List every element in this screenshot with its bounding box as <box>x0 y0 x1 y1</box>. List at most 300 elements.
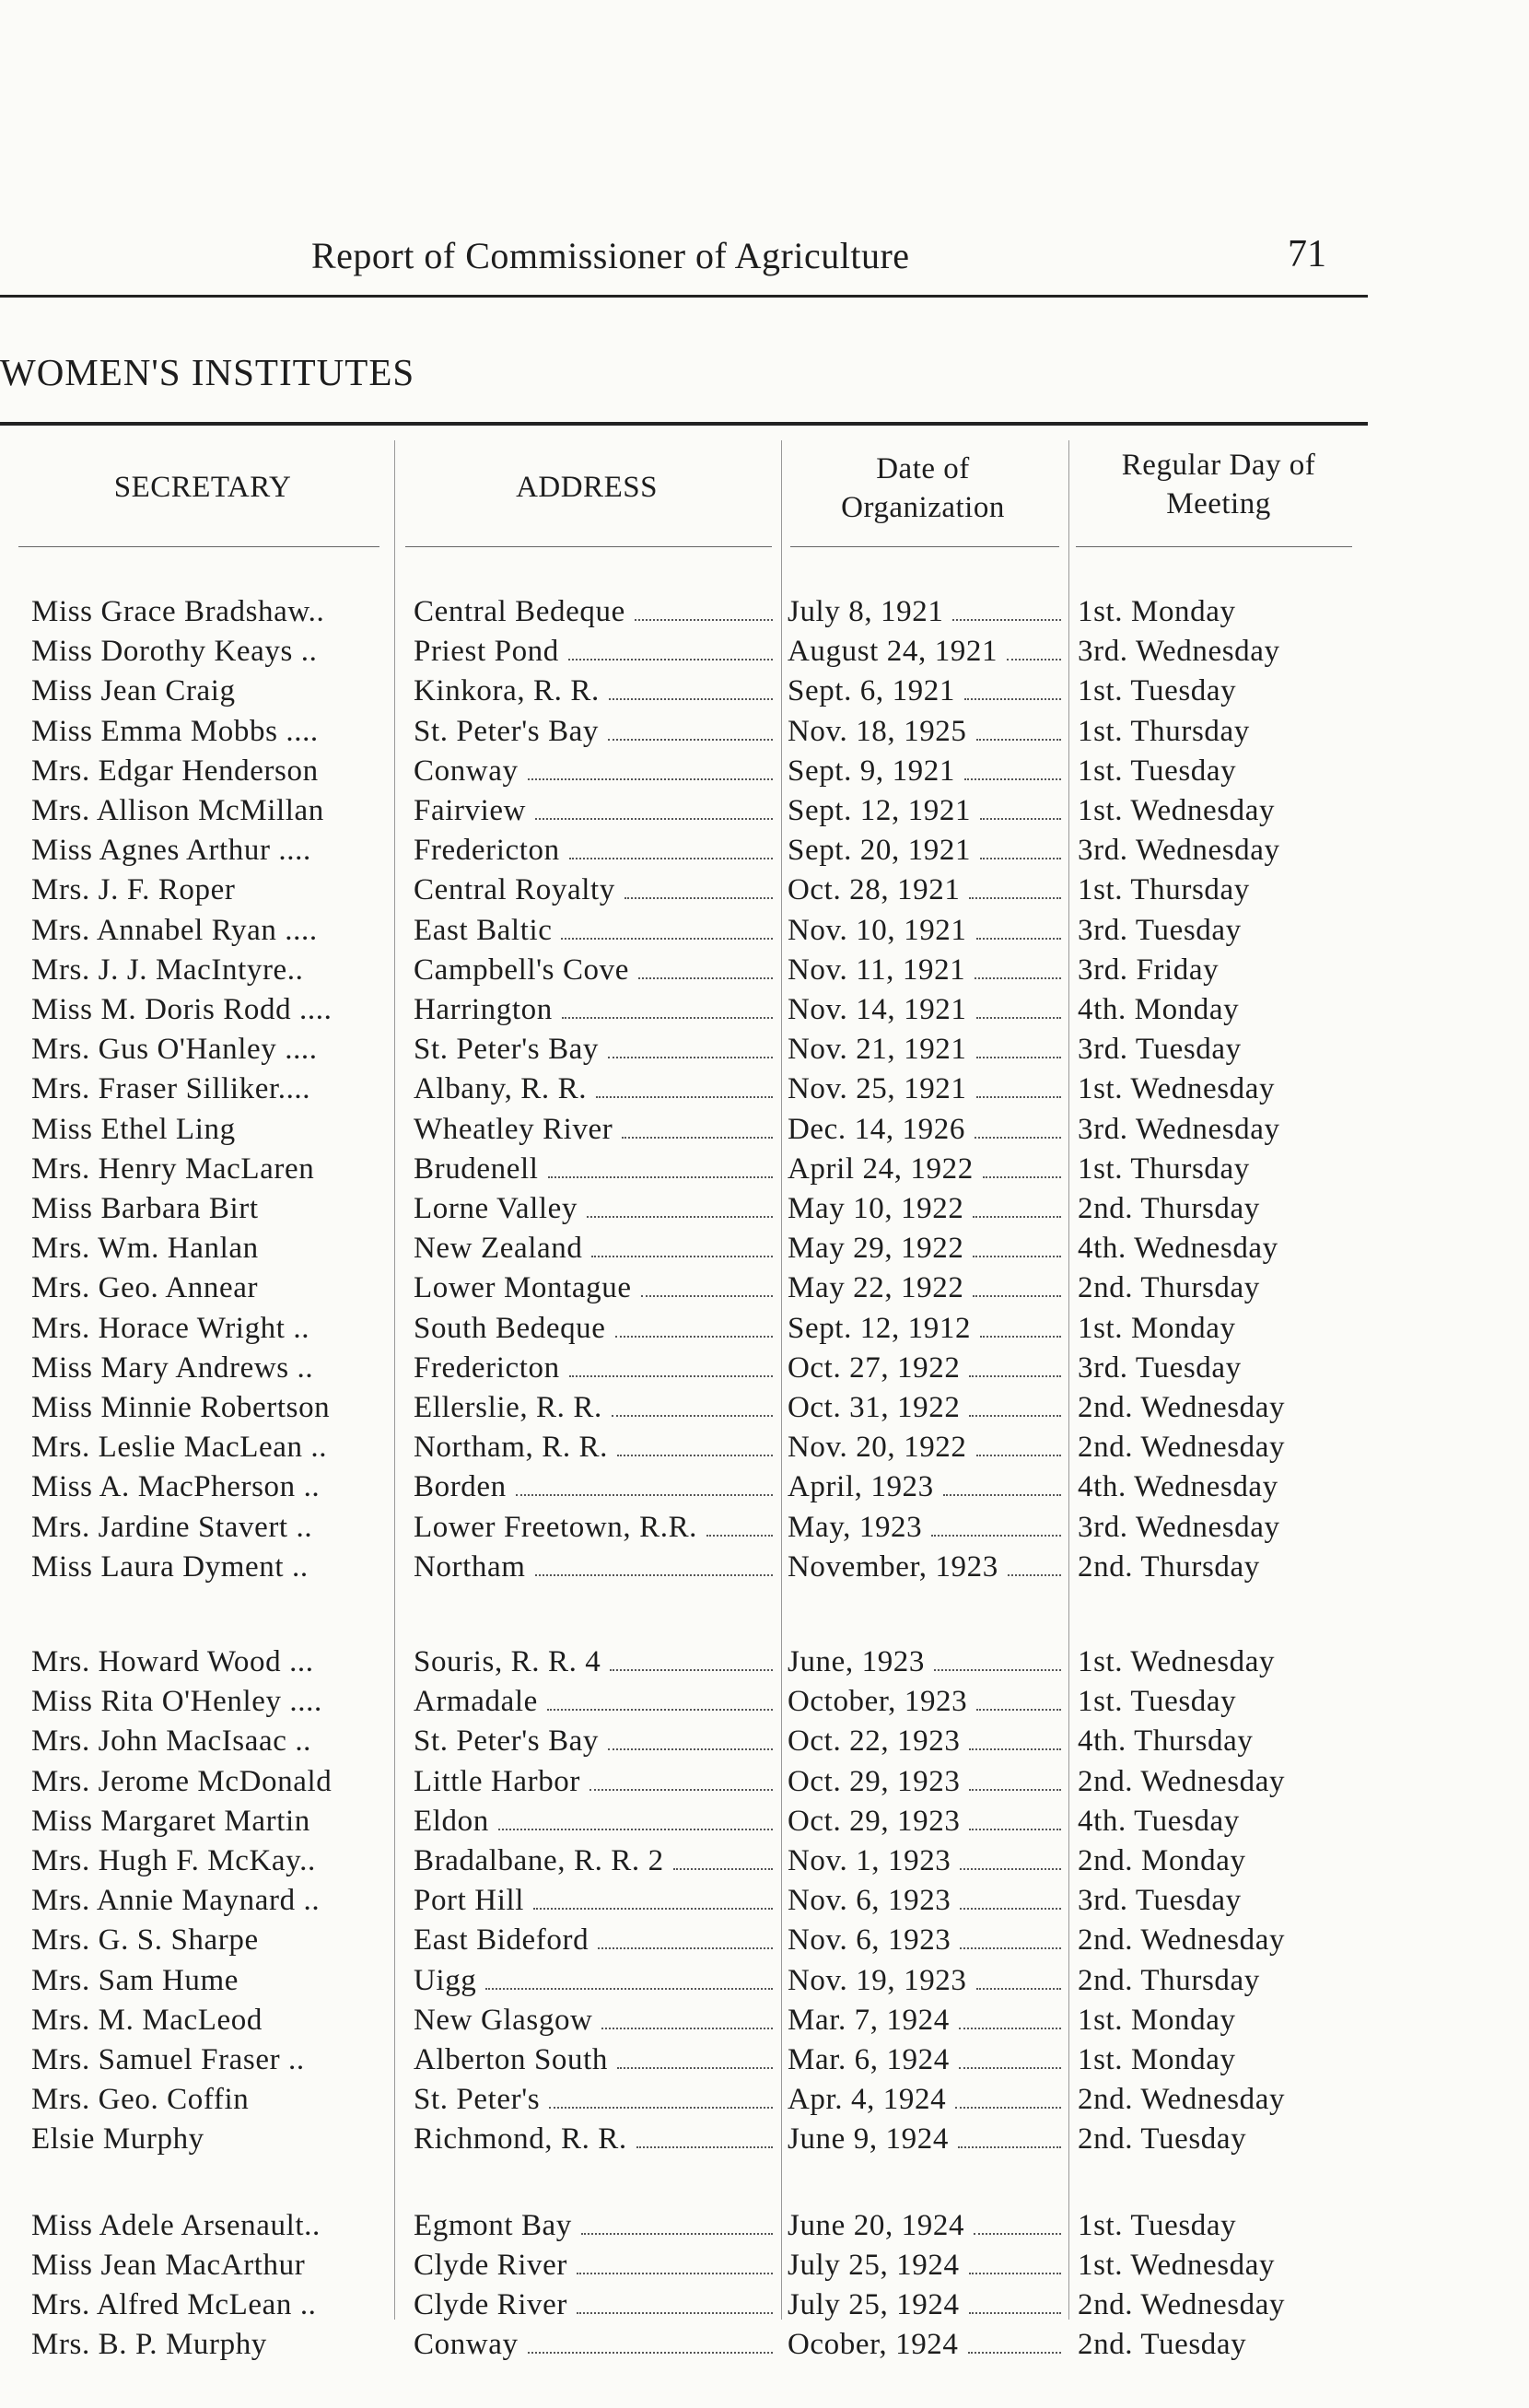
cell-meeting-text: 1st. Thursday <box>1078 1152 1250 1186</box>
header-meeting-line1: Regular Day of <box>1121 449 1316 482</box>
dot-leader <box>562 1016 773 1019</box>
table-row <box>0 1189 1368 1229</box>
cell-meeting <box>1078 2285 1368 2325</box>
dot-leader <box>549 2106 773 2109</box>
cell-secretary <box>31 1388 392 1428</box>
dot-leader <box>636 2145 773 2148</box>
cell-address-text: St. Peter's Bay <box>414 715 600 748</box>
cell-date <box>788 1030 1068 1070</box>
cell-meeting-text: 2nd. Wednesday <box>1078 1765 1286 1798</box>
table-row <box>0 1070 1368 1109</box>
dot-leader <box>931 1534 1061 1537</box>
dot-leader <box>1008 1573 1061 1576</box>
cell-date <box>788 2206 1068 2246</box>
cell-address <box>414 951 780 990</box>
cell-meeting-text: 2nd. Thursday <box>1078 1550 1260 1584</box>
table-row <box>0 1921 1368 1960</box>
cell-meeting <box>1078 791 1368 831</box>
cell-date-text: July 25, 1924 <box>788 2249 960 2282</box>
cell-secretary-text: Miss M. Doris Rodd .... <box>31 993 333 1026</box>
cell-date-text: Nov. 18, 1925 <box>788 715 967 748</box>
dot-leader <box>596 1095 773 1098</box>
cell-address-text: Conway <box>414 754 519 788</box>
cell-meeting-text: 3rd. Wednesday <box>1078 1511 1280 1544</box>
cell-secretary-text: Mrs. B. P. Murphy <box>31 2328 267 2361</box>
cell-date <box>788 990 1068 1030</box>
dot-leader <box>960 1867 1061 1870</box>
dot-leader <box>973 1255 1061 1257</box>
table-row <box>0 2325 1368 2365</box>
cell-address <box>414 1961 780 2001</box>
cell-meeting-text: 1st. Monday <box>1078 595 1236 628</box>
cell-address-text: Fairview <box>414 794 527 827</box>
cell-meeting-text: 3rd. Tuesday <box>1078 1351 1242 1385</box>
cell-secretary-text: Mrs. Gus O'Hanley .... <box>31 1033 318 1066</box>
table-row <box>0 1722 1368 1761</box>
cell-secretary <box>31 831 392 871</box>
cell-secretary-text: Miss Jean Craig <box>31 674 236 707</box>
dot-leader <box>612 1414 773 1417</box>
cell-secretary-text: Miss Dorothy Keays .. <box>31 635 318 668</box>
table-row <box>0 1229 1368 1268</box>
table-row <box>0 1428 1368 1467</box>
cell-meeting <box>1078 1722 1368 1761</box>
cell-address <box>414 1548 780 1587</box>
cell-secretary <box>31 1722 392 1761</box>
cell-address-text: Campbell's Cove <box>414 953 630 987</box>
cell-meeting-text: 1st. Wednesday <box>1078 2249 1276 2282</box>
cell-meeting <box>1078 2080 1368 2120</box>
cell-date-text: Nov. 6, 1923 <box>788 1923 951 1957</box>
cell-meeting-text: 2nd. Wednesday <box>1078 1923 1286 1957</box>
cell-meeting <box>1078 1762 1368 1802</box>
cell-secretary-text: Mrs. J. F. Roper <box>31 873 236 906</box>
dot-leader <box>976 937 1061 940</box>
cell-meeting-text: 1st. Monday <box>1078 1312 1236 1345</box>
cell-date-text: April, 1923 <box>788 1470 934 1503</box>
dot-leader <box>547 1708 773 1711</box>
cell-meeting <box>1078 1921 1368 1960</box>
cell-meeting-text: 3rd. Wednesday <box>1078 834 1280 867</box>
cell-secretary-text: Mrs. Horace Wright .. <box>31 1312 310 1345</box>
cell-date-text: Sept. 12, 1912 <box>788 1312 972 1345</box>
dot-leader <box>528 777 773 780</box>
cell-date-text: Apr. 4, 1924 <box>788 2083 947 2116</box>
table-row <box>0 2206 1368 2246</box>
cell-meeting <box>1078 2325 1368 2365</box>
dot-leader <box>943 1493 1061 1496</box>
dot-leader <box>535 817 773 820</box>
header-meeting-line2: Meeting <box>1166 487 1271 520</box>
cell-date <box>788 951 1068 990</box>
cell-address-text: Brudenell <box>414 1152 539 1186</box>
cell-date-text: Oct. 27, 1922 <box>788 1351 961 1385</box>
running-head <box>0 228 1368 298</box>
table-row <box>0 1467 1368 1507</box>
cell-meeting <box>1078 2040 1368 2080</box>
cell-secretary-text: Mrs. Jardine Stavert .. <box>31 1511 313 1544</box>
cell-date <box>788 1070 1068 1109</box>
cell-secretary-text: Mrs. Alfred McLean .. <box>31 2288 317 2321</box>
cell-secretary-text: Mrs. J. J. MacIntyre.. <box>31 953 304 987</box>
cell-date <box>788 1467 1068 1507</box>
cell-address-text: New Glasgow <box>414 2004 593 2037</box>
cell-address-text: Ellerslie, R. R. <box>414 1391 602 1424</box>
dot-leader <box>969 1374 1061 1377</box>
cell-address <box>414 990 780 1030</box>
cell-meeting-text: 1st. Thursday <box>1078 715 1250 748</box>
cell-address-text: Conway <box>414 2328 519 2361</box>
cell-meeting-text: 4th. Wednesday <box>1078 1470 1278 1503</box>
cell-meeting <box>1078 1467 1368 1507</box>
cell-secretary <box>31 1642 392 1682</box>
table-row <box>0 831 1368 871</box>
table-row <box>0 871 1368 910</box>
cell-date-text: Nov. 10, 1921 <box>788 914 967 947</box>
table-row <box>0 1961 1368 2001</box>
cell-meeting <box>1078 1841 1368 1881</box>
cell-meeting-text: 1st. Monday <box>1078 2043 1236 2076</box>
cell-address <box>414 1268 780 1308</box>
cell-meeting-text: 3rd. Wednesday <box>1078 1113 1280 1146</box>
cell-meeting-text: 3rd. Tuesday <box>1078 1884 1242 1917</box>
cell-secretary <box>31 951 392 990</box>
dot-leader <box>934 1668 1061 1671</box>
dot-leader <box>969 1788 1061 1791</box>
cell-secretary <box>31 1030 392 1070</box>
cell-meeting-text: 4th. Thursday <box>1078 1724 1254 1758</box>
cell-meeting <box>1078 1070 1368 1109</box>
dot-leader <box>975 976 1061 979</box>
cell-meeting <box>1078 1548 1368 1587</box>
dot-leader <box>548 1175 773 1178</box>
cell-date-text: Nov. 14, 1921 <box>788 993 967 1026</box>
cell-address <box>414 632 780 672</box>
dot-leader <box>577 2272 773 2274</box>
cell-secretary <box>31 1548 392 1587</box>
dot-leader <box>533 1907 773 1910</box>
cell-secretary-text: Mrs. Geo. Coffin <box>31 2083 250 2116</box>
cell-meeting-text: 2nd. Thursday <box>1078 1964 1260 1997</box>
cell-address <box>414 1229 780 1268</box>
cell-meeting <box>1078 1881 1368 1921</box>
cell-address-text: Bradalbane, R. R. 2 <box>414 1844 664 1877</box>
cell-date <box>788 1388 1068 1428</box>
header-secretary: SECRETARY <box>113 471 292 504</box>
cell-meeting-text: 1st. Tuesday <box>1078 674 1237 707</box>
cell-secretary <box>31 672 392 711</box>
cell-meeting-text: 1st. Wednesday <box>1078 1645 1276 1678</box>
table-row <box>0 2040 1368 2080</box>
dot-leader <box>624 896 773 899</box>
cell-address <box>414 2080 780 2120</box>
cell-address-text: St. Peter's Bay <box>414 1724 600 1758</box>
cell-date <box>788 871 1068 910</box>
dot-leader <box>498 1828 773 1830</box>
cell-date <box>788 831 1068 871</box>
cell-secretary <box>31 1428 392 1467</box>
dot-leader <box>976 1708 1061 1711</box>
cell-address-text: Lorne Valley <box>414 1192 578 1225</box>
cell-secretary-text: Mrs. Sam Hume <box>31 1964 239 1997</box>
cell-secretary-text: Miss Emma Mobbs .... <box>31 715 319 748</box>
header-date <box>785 450 1061 527</box>
cell-date <box>788 1762 1068 1802</box>
cell-meeting <box>1078 752 1368 791</box>
cell-address <box>414 1189 780 1229</box>
cell-date-text: November, 1923 <box>788 1550 998 1584</box>
cell-secretary-text: Mrs. Geo. Annear <box>31 1271 259 1304</box>
cell-date <box>788 712 1068 752</box>
table-row <box>0 752 1368 791</box>
table-row <box>0 990 1368 1030</box>
cell-address <box>414 911 780 951</box>
table-row <box>0 1682 1368 1722</box>
cell-address <box>414 2120 780 2159</box>
cell-date <box>788 1921 1068 1960</box>
cell-date <box>788 1189 1068 1229</box>
cell-address-text: Alberton South <box>414 2043 608 2076</box>
cell-address-text: Fredericton <box>414 1351 560 1385</box>
cell-address-text: Central Royalty <box>414 873 615 906</box>
cell-date <box>788 1309 1068 1349</box>
cell-address-text: Richmond, R. R. <box>414 2122 627 2156</box>
dot-leader <box>638 976 773 979</box>
dot-leader <box>973 1294 1061 1297</box>
cell-meeting <box>1078 1388 1368 1428</box>
dot-leader <box>615 1335 773 1338</box>
cell-date <box>788 1268 1068 1308</box>
table-row <box>0 1802 1368 1841</box>
dot-leader <box>568 658 773 660</box>
cell-address <box>414 1110 780 1150</box>
page-number: 71 <box>1288 233 1326 275</box>
table-row <box>0 1508 1368 1548</box>
cell-secretary <box>31 2285 392 2325</box>
cell-date <box>788 1682 1068 1722</box>
cell-address-text: Central Bedeque <box>414 595 625 628</box>
table-row <box>0 951 1368 990</box>
cell-date <box>788 911 1068 951</box>
dot-leader <box>622 1136 773 1139</box>
cell-secretary-text: Miss Agnes Arthur .... <box>31 834 311 867</box>
section-title: WOMEN'S INSTITUTES <box>0 351 415 393</box>
cell-secretary <box>31 1349 392 1388</box>
cell-meeting-text: 2nd. Wednesday <box>1078 2288 1286 2321</box>
dot-leader <box>976 1016 1061 1019</box>
cell-address <box>414 1722 780 1761</box>
table-row <box>0 1268 1368 1308</box>
dot-leader <box>516 1493 773 1496</box>
cell-meeting <box>1078 1030 1368 1070</box>
cell-meeting <box>1078 871 1368 910</box>
table-row <box>0 1841 1368 1881</box>
cell-secretary <box>31 2001 392 2040</box>
dot-leader <box>598 1946 773 1949</box>
cell-date <box>788 1802 1068 1841</box>
header-rule <box>18 546 379 547</box>
header-rule <box>790 546 1059 547</box>
cell-secretary <box>31 1881 392 1921</box>
cell-meeting <box>1078 1229 1368 1268</box>
cell-date <box>788 2285 1068 2325</box>
cell-address <box>414 1802 780 1841</box>
cell-secretary <box>31 2040 392 2080</box>
cell-meeting-text: 4th. Tuesday <box>1078 1805 1240 1838</box>
cell-date-text: Sept. 12, 1921 <box>788 794 972 827</box>
cell-meeting-text: 1st. Tuesday <box>1078 754 1237 788</box>
cell-address <box>414 1030 780 1070</box>
cell-address <box>414 1921 780 1960</box>
cell-date <box>788 2246 1068 2285</box>
dot-leader <box>973 1215 1061 1218</box>
cell-secretary-text: Mrs. Edgar Henderson <box>31 754 319 788</box>
cell-date-text: June 9, 1924 <box>788 2122 949 2156</box>
cell-secretary <box>31 2080 392 2120</box>
cell-date <box>788 752 1068 791</box>
cell-address-text: East Baltic <box>414 914 553 947</box>
dot-leader <box>969 896 1061 899</box>
cell-meeting <box>1078 2001 1368 2040</box>
cell-date <box>788 672 1068 711</box>
cell-secretary-text: Mrs. Wm. Hanlan <box>31 1232 259 1265</box>
cell-date-text: Nov. 19, 1923 <box>788 1964 967 1997</box>
cell-meeting <box>1078 1150 1368 1189</box>
cell-meeting <box>1078 1802 1368 1841</box>
cell-date <box>788 1841 1068 1881</box>
cell-date-text: Sept. 9, 1921 <box>788 754 955 788</box>
cell-secretary <box>31 752 392 791</box>
cell-date <box>788 2001 1068 2040</box>
cell-secretary <box>31 632 392 672</box>
cell-address-text: Lower Freetown, R.R. <box>414 1511 698 1544</box>
dot-leader <box>980 857 1061 859</box>
table-top-rule <box>0 422 1368 426</box>
cell-secretary-text: Mrs. Henry MacLaren <box>31 1152 315 1186</box>
table-row <box>0 672 1368 711</box>
table-row <box>0 712 1368 752</box>
header-address: ADDRESS <box>516 471 658 504</box>
cell-address <box>414 2206 780 2246</box>
cell-address-text: Northam <box>414 1550 526 1584</box>
cell-address-text: Little Harbor <box>414 1765 580 1798</box>
cell-secretary <box>31 2120 392 2159</box>
cell-meeting <box>1078 1349 1368 1388</box>
table-row <box>0 1762 1368 1802</box>
cell-address-text: St. Peter's Bay <box>414 1033 600 1066</box>
cell-secretary-text: Mrs. G. S. Sharpe <box>31 1923 259 1957</box>
cell-secretary-text: Miss Laura Dyment .. <box>31 1550 309 1584</box>
cell-address-text: Priest Pond <box>414 635 559 668</box>
table-row <box>0 1881 1368 1921</box>
cell-secretary <box>31 2325 392 2365</box>
cell-address <box>414 592 780 632</box>
cell-address <box>414 1388 780 1428</box>
cell-address-text: Clyde River <box>414 2288 567 2321</box>
cell-meeting-text: 1st. Tuesday <box>1078 1685 1237 1718</box>
cell-secretary <box>31 2206 392 2246</box>
cell-address-text: St. Peter's <box>414 2083 541 2116</box>
cell-secretary <box>31 1921 392 1960</box>
cell-meeting <box>1078 2120 1368 2159</box>
cell-meeting-text: 2nd. Wednesday <box>1078 1391 1286 1424</box>
cell-secretary <box>31 1110 392 1150</box>
dot-leader <box>635 618 773 621</box>
dot-leader <box>1007 658 1061 660</box>
cell-secretary <box>31 911 392 951</box>
cell-meeting <box>1078 1508 1368 1548</box>
cell-secretary-text: Mrs. M. MacLeod <box>31 2004 263 2037</box>
cell-date-text: Oct. 29, 1923 <box>788 1805 961 1838</box>
dot-leader <box>976 1454 1061 1456</box>
cell-date-text: Sept. 20, 1921 <box>788 834 972 867</box>
header-date-line2: Organization <box>841 491 1005 524</box>
cell-date <box>788 1508 1068 1548</box>
cell-date-text: April 24, 1922 <box>788 1152 974 1186</box>
dot-leader <box>617 1454 773 1456</box>
cell-meeting-text: 2nd. Wednesday <box>1078 1431 1286 1464</box>
cell-address <box>414 1467 780 1507</box>
cell-meeting-text: 2nd. Thursday <box>1078 1192 1260 1225</box>
cell-meeting-text: 3rd. Tuesday <box>1078 914 1242 947</box>
dot-leader <box>569 1374 773 1377</box>
cell-date-text: Oct. 28, 1921 <box>788 873 961 906</box>
cell-address <box>414 752 780 791</box>
cell-secretary <box>31 1189 392 1229</box>
cell-date <box>788 2325 1068 2365</box>
cell-address <box>414 871 780 910</box>
cell-secretary <box>31 1802 392 1841</box>
cell-meeting-text: 4th. Monday <box>1078 993 1240 1026</box>
cell-date <box>788 1110 1068 1150</box>
dot-leader <box>969 1828 1061 1830</box>
table-row <box>0 1548 1368 1587</box>
cell-meeting <box>1078 2206 1368 2246</box>
table-row <box>0 2246 1368 2285</box>
header-date-line1: Date of <box>876 452 970 485</box>
cell-address-text: East Bideford <box>414 1923 589 1957</box>
cell-date-text: May 10, 1922 <box>788 1192 964 1225</box>
dot-leader <box>528 2351 773 2354</box>
cell-meeting <box>1078 831 1368 871</box>
cell-address-text: Wheatley River <box>414 1113 613 1146</box>
cell-secretary-text: Miss Adele Arsenault.. <box>31 2209 321 2242</box>
cell-secretary <box>31 1961 392 2001</box>
cell-address-text: Albany, R. R. <box>414 1072 588 1105</box>
cell-meeting <box>1078 1110 1368 1150</box>
cell-address-text: Armadale <box>414 1685 538 1718</box>
dot-leader <box>617 2066 773 2069</box>
cell-secretary <box>31 1682 392 1722</box>
table-row <box>0 2285 1368 2325</box>
cell-date <box>788 1722 1068 1761</box>
table-row <box>0 791 1368 831</box>
cell-secretary-text: Miss Rita O'Henley .... <box>31 1685 322 1718</box>
cell-address <box>414 1150 780 1189</box>
dot-leader <box>968 2351 1061 2354</box>
cell-address-text: New Zealand <box>414 1232 583 1265</box>
cell-address-text: Port Hill <box>414 1884 524 1917</box>
table-row <box>0 1388 1368 1428</box>
dot-leader <box>591 1255 773 1257</box>
table-row <box>0 2080 1368 2120</box>
dot-leader <box>969 2311 1061 2314</box>
cell-meeting <box>1078 1268 1368 1308</box>
table-row <box>0 632 1368 672</box>
table-row <box>0 1642 1368 1682</box>
cell-meeting <box>1078 1189 1368 1229</box>
dot-leader <box>569 857 773 859</box>
